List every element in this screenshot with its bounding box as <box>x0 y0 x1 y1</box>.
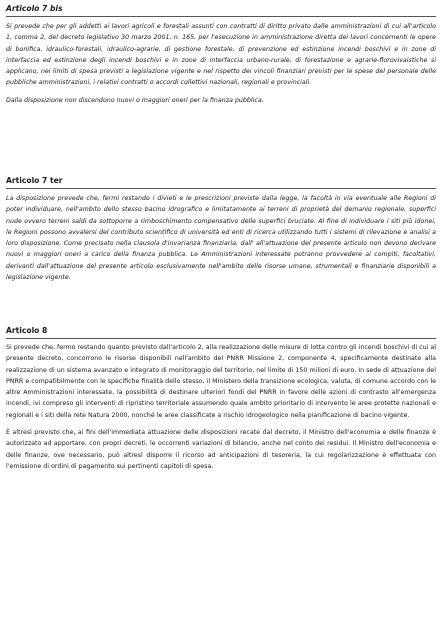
heading-rule <box>6 16 436 17</box>
article-8-header <box>6 326 436 339</box>
article-heading: Articolo 7 ter <box>6 176 63 185</box>
article-7bis-body <box>6 21 436 106</box>
article-heading: Articolo 7 bis <box>6 4 63 13</box>
heading-rule <box>6 338 436 339</box>
article-7ter-body <box>6 193 436 283</box>
article-paragraph: La disposizione prevede che, fermi restando i divieti e le prescrizioni previste dalla legge, la facoltà in via eventuale alle Regioni di poter individuare, nell'ambito dello stesso bacino idrografico e limitatamente ai terreni di proprietà del demanio regionale, superfici nude ovvero terreni saldi da sottoporre a rimboschimento compensativo delle superfici bruciate. Al fine di individuare i siti più idonei, le Regioni possono avvalersi del contributo scientifico di università ed enti di ricerca utilizzando tutti i sistemi di rilevazione e analisi a loro disposizione. Come precisato nella clausola d'invarianza finanziaria, dall' all'attuazione del presente articolo non devono derivare nuovi o maggiori oneri a carico della finanza pubblica. Le Amministrazioni interessate potranno provvedere ai compiti, facoltativi, derivanti dall'attuazione del presente articolo esclusivamente nell'ambito delle risorse umane, strumentali e finanziarie disponibili a legislazione vigente. <box>6 195 436 282</box>
heading-rule <box>6 188 436 189</box>
article-paragraph: Si prevede che, fermo restando quanto previsto dall'articolo 2, alla realizzazione delle misure di lotta contro gli incendi boschivi di cui al presente decreto, concorrono le risorse disponibili nell'ambito del PNRR Missione 2, componente 4, specificamente destinate alla realizzazione di un sistema avanzato e integrato di monitoraggio del territorio, nel limite di 150 milioni di euro. In sede di attuazione del PNRR e compatibilmente con le specifiche finalità dello stesso, il Ministero della transizione ecologica, valuta, di comune accordo con le altre Amministrazioni interessate, la possibilità di destinare ulteriori fondi del PNRR in favore delle azioni di contrasto all'emergenza incendi, ivi compreso gli interventi di ripristino territoriale assumendo quale ambito prioritario di intervento le aree protette nazionali e regionali e i siti della rete Natura 2000, nonché le aree classificate a rischio idrogeologico nella pianificazione di bacino vigente. <box>6 344 436 419</box>
article-paragraph: È altresì previsto che, ai fini dell'immediata attuazione delle disposizioni recate dal decreto, il Ministro dell'economia e delle finanze è autorizzato ad apportare, con propri decreti, le occorrenti variazioni di bilancio, anche nel conto dei residui. Il Ministro dell'economia e delle finanze, ove necessario, può altresì disporre il ricorso ad anticipazioni di tesoreria, la cui regolarizzazione è effettuata con l'emissione di ordini di pagamento sui pertinenti capitoli di spesa. <box>6 429 436 470</box>
article-7ter-header <box>6 176 436 189</box>
article-7bis-header <box>6 4 436 17</box>
article-paragraph: Si prevede che per gli addetti ai lavori agricoli e forestali assunti con contratti di diritto privato dalle amministrazioni di cui all'articolo 1, comma 2, del decreto legislativo 30 marzo 2001, n. 165, per l'esecuzione in amministrazione diretta dei lavori concernenti le opere di bonifica, idraulico-forestali, idraulico-agrarie, di gestione forestale, di prevenzione ed estinzione incendi boschivi e in zone di interfaccia ed estinzione degli incendi boschivi e in zone di interfaccia urbano-rurale, di forestazione e agrarie-florovivaistiche si applicano, nei limiti di spesa previsti a legislazione vigente e nel rispetto dei vincoli finanziari previsti per le spese del personale delle pubbliche amministrazioni, i relativi contratti o accordi collettivi nazionali, regionali e provinciali. <box>6 23 436 87</box>
article-8-body <box>6 342 436 472</box>
article-paragraph: Dalla disposizione non discendono nuovi o maggiori oneri per la finanza pubblica. <box>6 96 264 104</box>
article-heading: Articolo 8 <box>6 326 48 335</box>
